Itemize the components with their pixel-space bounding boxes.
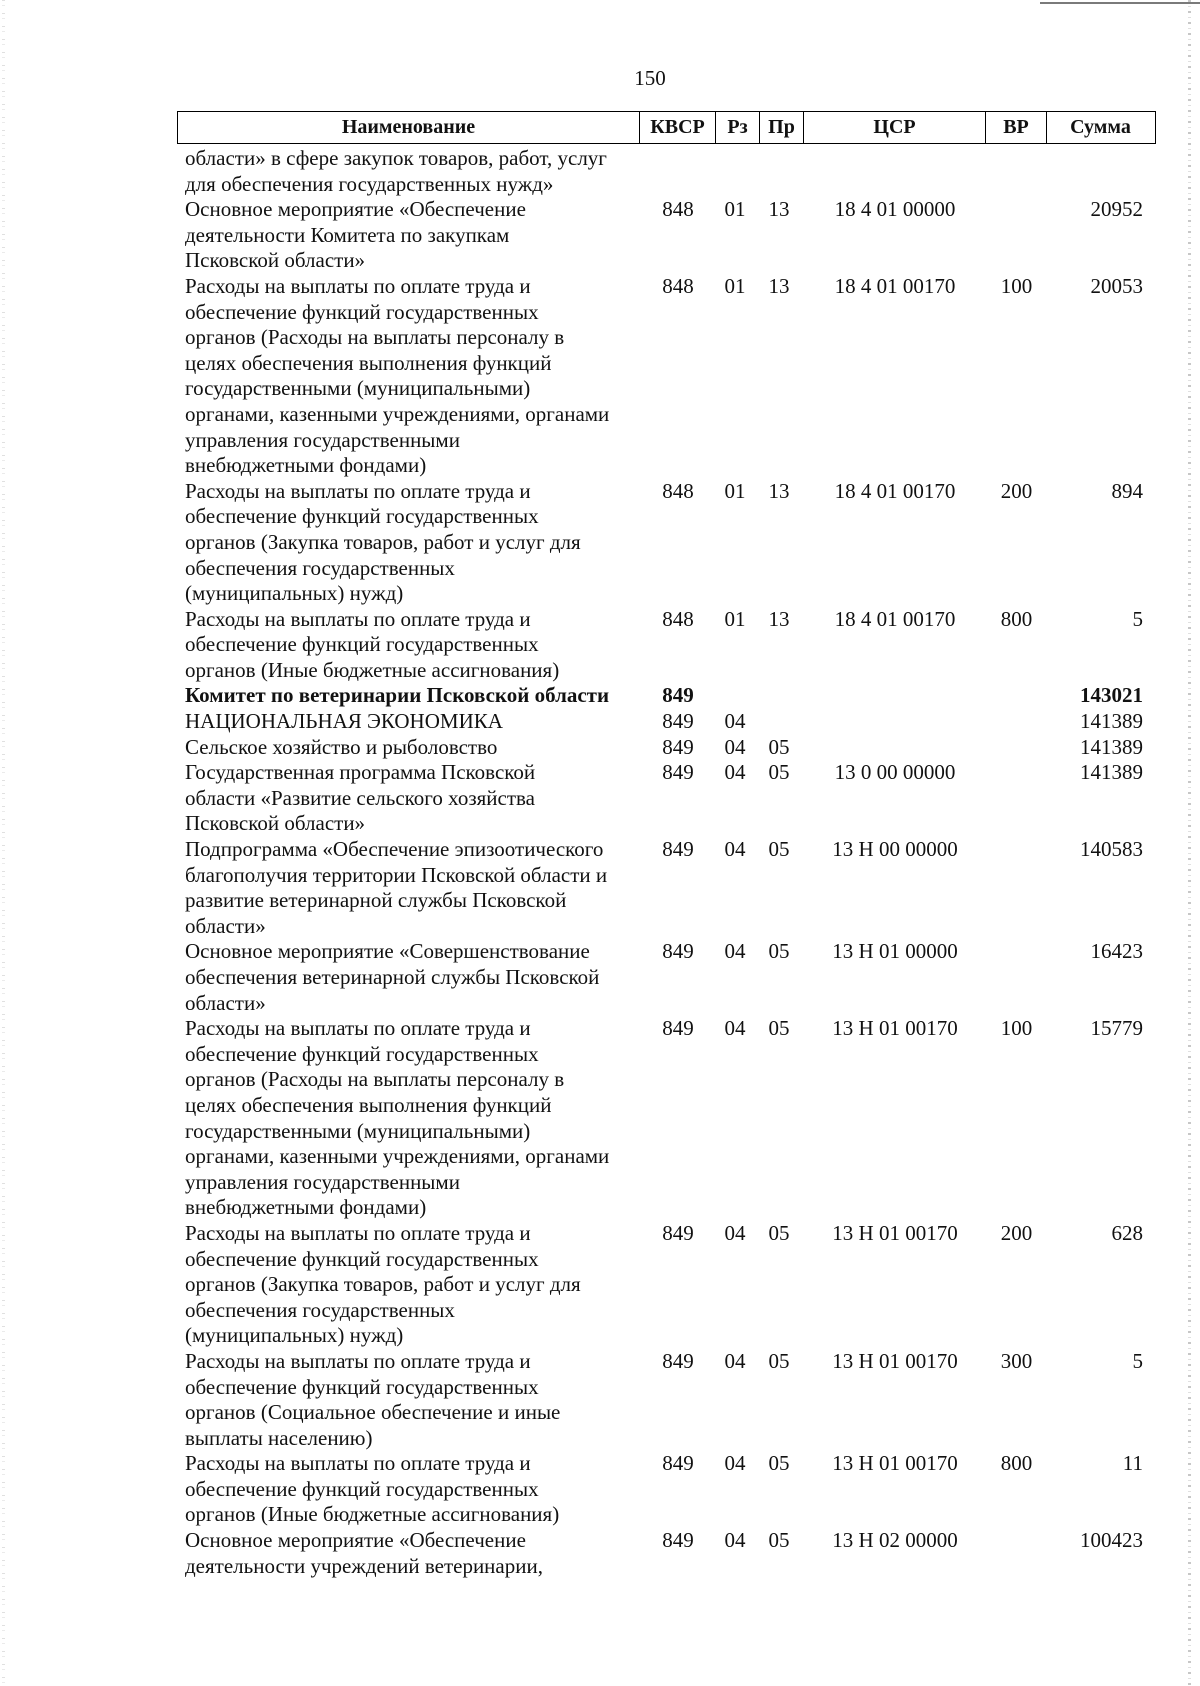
header-sum: Сумма — [1070, 116, 1131, 138]
row-vr — [986, 837, 1047, 939]
row-name-line: обеспечение функций государственных — [185, 1041, 539, 1066]
row-kvsr: 848 — [662, 273, 694, 298]
row-csr: 18 4 01 00170 — [834, 478, 956, 503]
header-csr: ЦСР — [804, 112, 986, 143]
row-name-line: обеспечение функций государственных — [185, 1476, 539, 1501]
header-kvsr: КВСР — [640, 112, 716, 143]
row-name — [177, 146, 640, 197]
row-csr: 13 Н 01 00170 — [832, 1220, 958, 1245]
row-rz: 01 — [724, 197, 746, 222]
row-name-line: обеспечение функций государственных — [185, 632, 539, 657]
row-name-line: органов (Иные бюджетные ассигнования) — [185, 657, 560, 682]
row-name-line: Подпрограмма «Обеспечение эпизоотического — [185, 837, 604, 862]
row-sum: 20053 — [1090, 273, 1143, 298]
row-kvsr: 848 — [662, 478, 694, 503]
row-rz: 04 — [724, 1220, 746, 1245]
row-vr — [986, 683, 1047, 709]
header-name: Наименование — [178, 112, 640, 143]
row-sum: 140583 — [1080, 837, 1143, 862]
row-rz: 04 — [724, 1016, 746, 1041]
row-sum: 628 — [1111, 1220, 1143, 1245]
row-name-line: Сельское хозяйство и рыболовство — [185, 734, 498, 759]
row-vr — [986, 939, 1047, 1016]
row-sum: 894 — [1111, 478, 1143, 503]
row-kvsr: 849 — [662, 1220, 694, 1245]
row-vr: 800 — [1000, 606, 1033, 631]
row-pr: 05 — [768, 837, 790, 862]
row-name-line: (муниципальных) нужд) — [185, 1323, 404, 1348]
row-name — [177, 735, 640, 761]
header-pr: Пр — [760, 112, 804, 143]
row-csr: 13 Н 01 00170 — [832, 1348, 958, 1373]
row-rz: 04 — [724, 837, 746, 862]
row-pr: 05 — [768, 1348, 790, 1373]
row-sum: 141389 — [1080, 734, 1143, 759]
row-csr — [804, 146, 986, 197]
row-name-line: выплаты населению) — [185, 1425, 373, 1450]
row-csr — [804, 683, 986, 709]
row-name-line: Комитет по ветеринарии Псковской области — [185, 683, 610, 708]
row-vr: 100 — [1000, 1016, 1033, 1041]
row-name — [177, 607, 640, 684]
row-name-line: области» в сфере закупок товаров, работ, услуг — [185, 146, 607, 170]
row-pr: 13 — [768, 273, 790, 298]
header-vr: ВР — [986, 112, 1047, 143]
row-csr: 13 Н 02 00000 — [832, 1528, 958, 1553]
row-name-line: развитие ветеринарной службы Псковской — [185, 888, 567, 913]
row-pr — [760, 709, 804, 735]
row-sum: 20952 — [1090, 197, 1143, 222]
row-name-line: внебюджетными фондами) — [185, 1195, 427, 1220]
row-csr: 13 0 00 00000 — [834, 760, 956, 785]
row-csr: 13 Н 01 00000 — [832, 939, 958, 964]
row-rz: 01 — [724, 273, 746, 298]
row-name-line: обеспечения государственных — [185, 1297, 455, 1322]
row-name-line: органов (Иные бюджетные ассигнования) — [185, 1502, 560, 1527]
row-name — [177, 1221, 640, 1349]
row-name-line: органами, казенными учреждениями, органами — [185, 401, 610, 426]
row-sum — [1047, 146, 1156, 197]
row-pr: 05 — [768, 1016, 790, 1041]
row-csr: 13 Н 00 00000 — [832, 837, 958, 862]
table-row — [177, 709, 1156, 735]
row-sum: 141389 — [1080, 760, 1143, 785]
row-name-line: Расходы на выплаты по оплате труда и — [185, 1220, 531, 1245]
table-row — [177, 760, 1156, 837]
row-name — [177, 760, 640, 837]
row-vr — [986, 709, 1047, 735]
row-name — [177, 1451, 640, 1528]
row-name — [177, 939, 640, 1016]
row-vr — [986, 146, 1047, 197]
table-row — [177, 1451, 1156, 1528]
row-pr — [760, 683, 804, 709]
row-name-line: Расходы на выплаты по оплате труда и — [185, 1016, 531, 1041]
row-kvsr: 849 — [662, 734, 694, 759]
row-csr: 18 4 01 00170 — [834, 606, 956, 631]
row-name-line: управления государственными — [185, 427, 460, 452]
row-kvsr: 849 — [662, 1016, 694, 1041]
row-name-line: (муниципальных) нужд) — [185, 581, 404, 606]
row-name-line: области «Развитие сельского хозяйства — [185, 785, 535, 810]
row-sum: 5 — [1132, 1348, 1143, 1373]
row-name-line: Расходы на выплаты по оплате труда и — [185, 1451, 531, 1476]
row-name-line: деятельности учреждений ветеринарии, — [185, 1553, 543, 1578]
row-sum: 143021 — [1080, 683, 1143, 708]
table-row — [177, 1528, 1156, 1579]
row-pr — [760, 146, 804, 197]
row-rz: 01 — [724, 606, 746, 631]
header-rz: Рз — [716, 112, 760, 143]
row-name — [177, 479, 640, 607]
row-kvsr: 849 — [662, 1528, 694, 1553]
row-rz — [716, 683, 760, 709]
row-rz: 04 — [724, 760, 746, 785]
row-sum: 100423 — [1080, 1528, 1143, 1553]
row-name-line: обеспечение функций государственных — [185, 1374, 539, 1399]
row-name-line: органов (Расходы на выплаты персоналу в — [185, 325, 565, 350]
table-row — [177, 479, 1156, 607]
row-name-line: Государственная программа Псковской — [185, 760, 536, 785]
row-name-line: Основное мероприятие «Совершенствование — [185, 939, 590, 964]
row-kvsr: 849 — [662, 709, 694, 734]
row-rz: 01 — [724, 478, 746, 503]
table-row — [177, 1221, 1156, 1349]
row-name-line: Псковской области» — [185, 248, 366, 273]
row-name-line: органов (Расходы на выплаты персоналу в — [185, 1067, 565, 1092]
row-pr: 13 — [768, 606, 790, 631]
row-name-line: органов (Закупка товаров, работ и услуг для — [185, 1272, 581, 1297]
row-name-line: обеспечения ветеринарной службы Псковской — [185, 965, 600, 989]
row-vr: 800 — [1000, 1451, 1033, 1476]
row-kvsr: 848 — [662, 606, 694, 631]
row-vr — [986, 735, 1047, 761]
row-sum: 16423 — [1090, 939, 1143, 964]
table-row — [177, 607, 1156, 684]
row-name — [177, 197, 640, 274]
row-name-line: Расходы на выплаты по оплате труда и — [185, 1348, 531, 1373]
row-name — [177, 837, 640, 939]
row-rz: 04 — [724, 1451, 746, 1476]
row-vr — [986, 760, 1047, 837]
row-rz: 04 — [724, 939, 746, 964]
table-row — [177, 683, 1156, 709]
row-name-line: обеспечение функций государственных — [185, 1246, 539, 1271]
row-pr: 05 — [768, 1528, 790, 1553]
row-name-line: деятельности Комитета по закупкам — [185, 222, 510, 247]
row-pr: 05 — [768, 1451, 790, 1476]
row-vr: 100 — [1000, 273, 1033, 298]
row-name-line: обеспечение функций государственных — [185, 299, 539, 324]
row-pr: 05 — [768, 734, 790, 759]
row-name-line: Основное мероприятие «Обеспечение — [185, 1528, 526, 1553]
row-name-line: управления государственными — [185, 1169, 460, 1194]
row-name-line: органов (Закупка товаров, работ и услуг для — [185, 529, 581, 554]
row-name-line: Основное мероприятие «Обеспечение — [185, 197, 526, 222]
row-sum: 11 — [1122, 1451, 1143, 1476]
row-csr: 13 Н 01 00170 — [832, 1451, 958, 1476]
table-row — [177, 146, 1156, 197]
row-kvsr: 849 — [662, 1451, 694, 1476]
row-csr: 18 4 01 00000 — [834, 197, 956, 222]
row-pr: 05 — [768, 760, 790, 785]
row-kvsr: 848 — [662, 197, 694, 222]
row-name-line: государственными (муниципальными) — [185, 376, 531, 401]
row-csr — [804, 735, 986, 761]
row-pr: 05 — [768, 1220, 790, 1245]
scan-edge-top — [1040, 2, 1200, 4]
row-sum: 5 — [1132, 606, 1143, 631]
row-sum: 15779 — [1090, 1016, 1143, 1041]
row-name-line: благополучия территории Псковской области и — [185, 862, 608, 887]
row-sum: 141389 — [1080, 709, 1143, 734]
row-name-line: Расходы на выплаты по оплате труда и — [185, 273, 531, 298]
row-name-line: целях обеспечения выполнения функций — [185, 1092, 552, 1117]
scan-edge-left — [2, 0, 5, 1686]
row-name-line: Расходы на выплаты по оплате труда и — [185, 478, 531, 503]
page-number: 150 — [634, 66, 666, 90]
row-rz: 04 — [724, 709, 746, 734]
row-name — [177, 683, 640, 709]
row-name-line: Псковской области» — [185, 811, 366, 836]
row-vr: 200 — [1000, 478, 1033, 503]
row-csr: 18 4 01 00170 — [834, 273, 956, 298]
row-csr — [804, 709, 986, 735]
row-kvsr: 849 — [662, 939, 694, 964]
row-vr — [986, 1528, 1047, 1579]
table-header — [177, 111, 1156, 144]
table-row — [177, 1349, 1156, 1451]
table-row — [177, 197, 1156, 274]
row-csr: 13 Н 01 00170 — [832, 1016, 958, 1041]
row-kvsr — [640, 146, 716, 197]
row-kvsr: 849 — [662, 683, 694, 708]
row-pr: 13 — [768, 197, 790, 222]
row-name-line: обеспечение функций государственных — [185, 504, 539, 529]
row-rz: 04 — [724, 1348, 746, 1373]
table-row — [177, 837, 1156, 939]
row-name-line: обеспечения государственных — [185, 555, 455, 580]
row-rz: 04 — [724, 734, 746, 759]
row-name-line: области» — [185, 990, 266, 1015]
row-name-line: целях обеспечения выполнения функций — [185, 350, 552, 375]
row-vr: 300 — [1000, 1348, 1033, 1373]
row-vr — [986, 197, 1047, 274]
table-row — [177, 1016, 1156, 1221]
row-name — [177, 709, 640, 735]
row-rz: 04 — [724, 1528, 746, 1553]
row-name-line: Расходы на выплаты по оплате труда и — [185, 606, 531, 631]
table-row — [177, 939, 1156, 1016]
row-kvsr: 849 — [662, 1348, 694, 1373]
table-row — [177, 274, 1156, 479]
row-pr: 13 — [768, 478, 790, 503]
row-name — [177, 274, 640, 479]
row-name-line: органами, казенными учреждениями, органами — [185, 1144, 610, 1169]
row-rz — [716, 146, 760, 197]
row-name — [177, 1349, 640, 1451]
row-name — [177, 1016, 640, 1221]
table-row — [177, 735, 1156, 761]
row-kvsr: 849 — [662, 760, 694, 785]
row-name-line: органов (Социальное обеспечение и иные — [185, 1400, 561, 1425]
table-body — [177, 146, 1156, 1579]
row-kvsr: 849 — [662, 837, 694, 862]
row-name-line: для обеспечения государственных нужд» — [185, 171, 554, 196]
row-name — [177, 1528, 640, 1579]
budget-table — [177, 111, 1156, 1579]
row-name-line: области» — [185, 913, 266, 938]
row-vr: 200 — [1000, 1220, 1033, 1245]
row-pr: 05 — [768, 939, 790, 964]
row-name-line: внебюджетными фондами) — [185, 453, 427, 478]
row-name-line: государственными (муниципальными) — [185, 1118, 531, 1143]
row-name-line: НАЦИОНАЛЬНАЯ ЭКОНОМИКА — [185, 709, 503, 734]
scan-edge-right — [1188, 0, 1191, 1686]
